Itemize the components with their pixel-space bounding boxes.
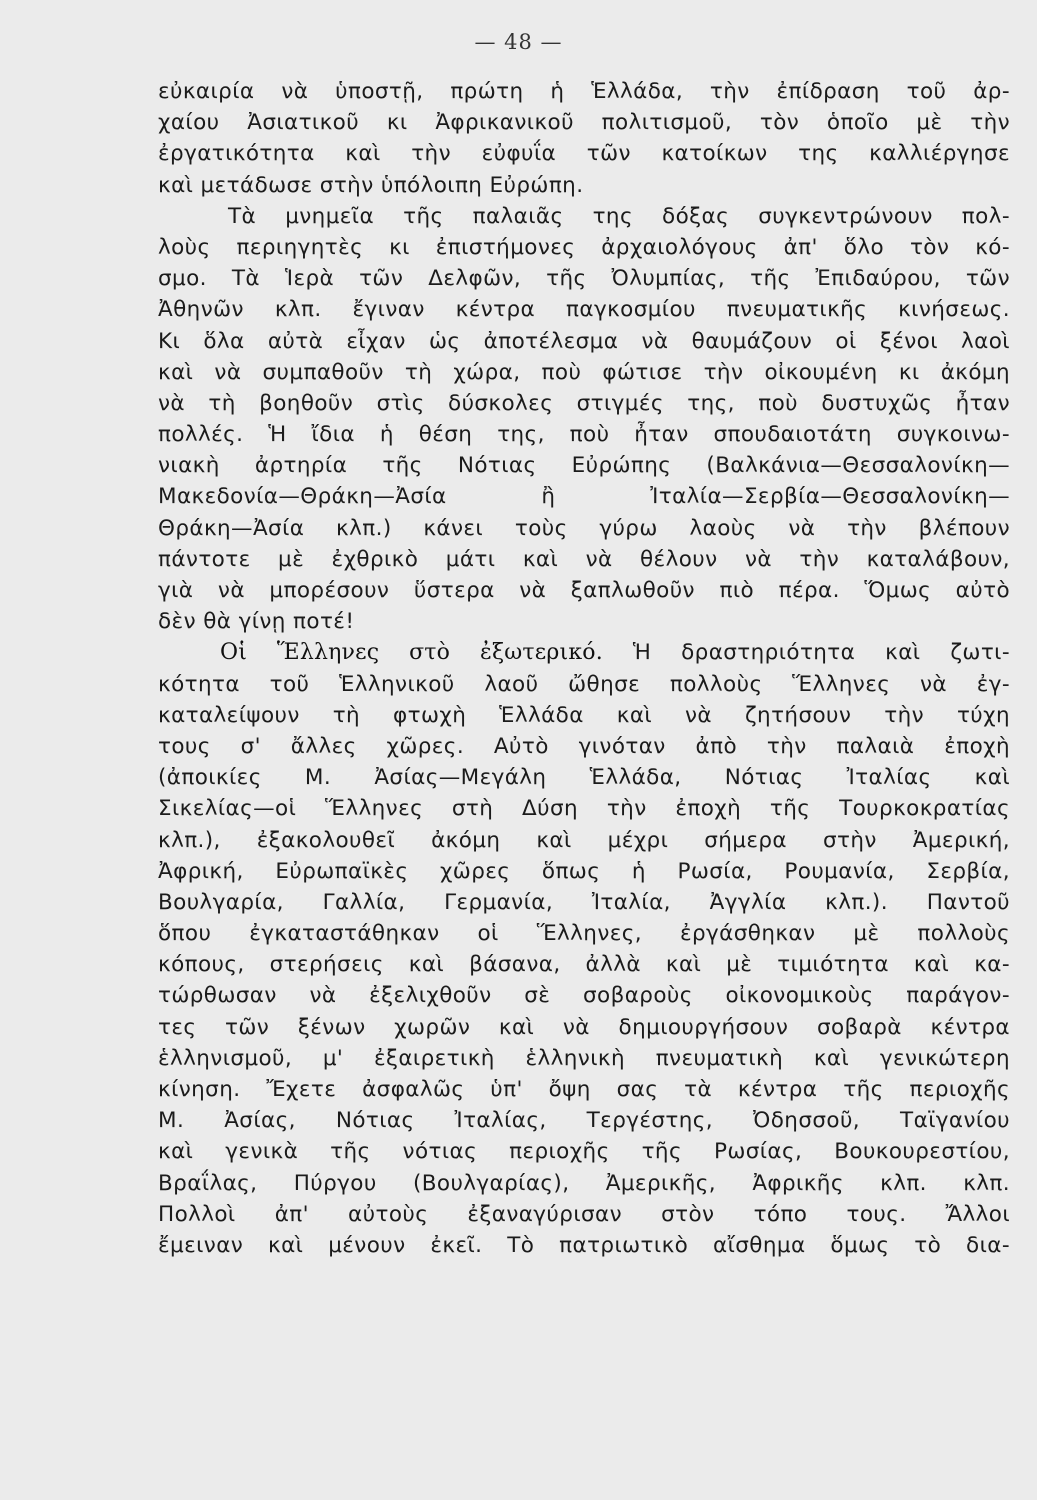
text-line: Μ. Ἀσίας, Νότιας Ἰταλίας, Τεργέστης, Ὀδησσοῦ, Ταϊγανίου [158,1108,1010,1134]
text-line: νιακὴ ἀρτηρία τῆς Νότιας Εὐρώπης (Βαλκάνια—Θεσσαλονίκη— [158,453,1010,479]
text-line: εὐκαιρία νὰ ὑποστῇ, πρώτη ἡ Ἑλλάδα, τὴν ἐπίδραση τοῦ ἀρ- [158,79,1010,104]
text-line: τες τῶν ξένων χωρῶν καὶ νὰ δημιουργήσουν σοβαρὰ κέντρα [158,1014,1010,1040]
text-line: Ἡ δραστηριότητα καὶ ζωτι- [632,640,1010,666]
text-line: Πολλοὶ ἀπ' αὐτοὺς ἐξαναγύρισαν στὸν τόπο τους. Ἄλλοι [158,1201,1010,1227]
text-line: σμο. Τὰ Ἱερὰ τῶν Δελφῶν, τῆς Ὀλυμπίας, τῆς Ἐπιδαύρου, τῶν [158,266,1010,292]
body-text [158,76,1010,1261]
text-line: ἑλληνισμοῦ, μ' ἐξαιρετικὴ ἑλληνικὴ πνευματικὴ καὶ γενικώτερη [158,1045,1010,1071]
text-line: τους σ' ἄλλες χῶρες. Αὐτὸ γινόταν ἀπὸ τὴν παλαιὰ ἐποχὴ [158,733,1010,759]
section-heading-line [158,637,1010,668]
text-line: γιὰ νὰ μπορέσουν ὕστερα νὰ ξαπλωθοῦν πιὸ πέρα. Ὅμως αὐτὸ [158,578,1010,603]
text-line: ἔμειναν καὶ μένουν ἐκεῖ. Τὸ πατριωτικὸ αἴσθημα ὅμως τὸ δια- [158,1232,1010,1258]
text-line: ἐργατικότητα καὶ τὴν εὐφυΐα τῶν κατοίκων της καλλιέργησε [158,141,1010,167]
text-line: καταλείψουν τὴ φτωχὴ Ἑλλάδα καὶ νὰ ζητήσουν τὴν τύχη [158,702,1010,728]
text-line: τώρθωσαν νὰ ἐξελιχθοῦν σὲ σοβαροὺς οἰκονομικοὺς παράγον- [158,983,1010,1009]
text-line: κόπους, στερήσεις καὶ βάσανα, ἀλλὰ καὶ μὲ τιμιότητα καὶ κα- [158,952,1010,978]
section-heading: Οἱ Ἕλληνες στὸ ἐξωτερικό. [220,640,603,666]
page-number: — 48 — [474,30,563,54]
text-line: δὲν θὰ γίνῃ ποτέ! [158,609,355,635]
text-line: λοὺς περιηγητὲς κι ἐπιστήμονες ἀρχαιολόγους ἀπ' ὅλο τὸν κό- [158,234,1010,260]
text-line: Σικελίας—οἱ Ἕλληνες στὴ Δύση τὴν ἐποχὴ τῆς Τουρκοκρατίας [158,796,1010,822]
text-line: χαίου Ἀσιατικοῦ κι Ἀφρικανικοῦ πολιτισμοῦ, τὸν ὁποῖο μὲ τὴν [158,110,1010,136]
text-line: καὶ γενικὰ τῆς νότιας περιοχῆς τῆς Ρωσίας, Βουκουρεστίου, [158,1139,1010,1165]
text-line: νὰ τὴ βοηθοῦν στὶς δύσκολες στιγμές της, ποὺ δυστυχῶς ἦταν [158,390,1010,416]
text-line: ὅπου ἐγκαταστάθηκαν οἱ Ἕλληνες, ἐργάσθηκαν μὲ πολλοὺς [158,921,1010,947]
text-line: (ἀποικίες Μ. Ἀσίας—Μεγάλη Ἑλλάδα, Νότιας Ἰταλίας καὶ [158,765,1010,791]
text-line: Βουλγαρία, Γαλλία, Γερμανία, Ἰταλία, Ἀγγλία κλπ.). Παντοῦ [158,889,1010,915]
text-line: Βραΐλας, Πύργου (Βουλγαρίας), Ἀμερικῆς, Ἀφρικῆς κλπ. κλπ. [158,1170,1010,1196]
text-line: καὶ μετάδωσε στὴν ὑπόλοιπη Εὐρώπη. [158,172,584,198]
text-line: πάντοτε μὲ ἐχθρικὸ μάτι καὶ νὰ θέλουν νὰ τὴν καταλάβουν, [158,546,1010,572]
text-line: Ἀθηνῶν κλπ. ἔγιναν κέντρα παγκοσμίου πνευματικῆς κινήσεως. [158,297,1010,323]
text-line: κότητα τοῦ Ἑλληνικοῦ λαοῦ ὤθησε πολλοὺς Ἕλληνες νὰ ἐγ- [158,671,1010,697]
text-line: Θράκη—Ἀσία κλπ.) κάνει τοὺς γύρω λαοὺς νὰ τὴν βλέπουν [158,515,1010,541]
text-line: Μακεδονία—Θράκη—Ἀσία ἢ Ἰταλία—Σερβία—Θεσσαλονίκη— [158,484,1010,510]
text-line: Κι ὅλα αὐτὰ εἶχαν ὡς ἀποτέλεσμα νὰ θαυμάζουν οἱ ξένοι λαοὶ [158,328,1010,354]
paragraph-start-line: Τὰ μνημεῖα τῆς παλαιᾶς της δόξας συγκεντρώνουν πολ- [228,203,1010,229]
text-line: κίνηση. Ἔχετε ἀσφαλῶς ὑπ' ὄψη σας τὰ κέντρα τῆς περιοχῆς [158,1077,1010,1102]
text-line: κλπ.), ἐξακολουθεῖ ἀκόμη καὶ μέχρι σήμερα στὴν Ἀμερική, [158,827,1010,853]
text-line: πολλές. Ἡ ἴδια ἡ θέση της, ποὺ ἦταν σπουδαιοτάτη συγκοινω- [158,422,1010,448]
text-line: Ἀφρική, Εὐρωπαϊκὲς χῶρες ὅπως ἡ Ρωσία, Ρουμανία, Σερβία, [158,858,1010,884]
text-line: καὶ νὰ συμπαθοῦν τὴ χώρα, ποὺ φώτισε τὴν οἰκουμένη κι ἀκόμη [158,359,1010,385]
